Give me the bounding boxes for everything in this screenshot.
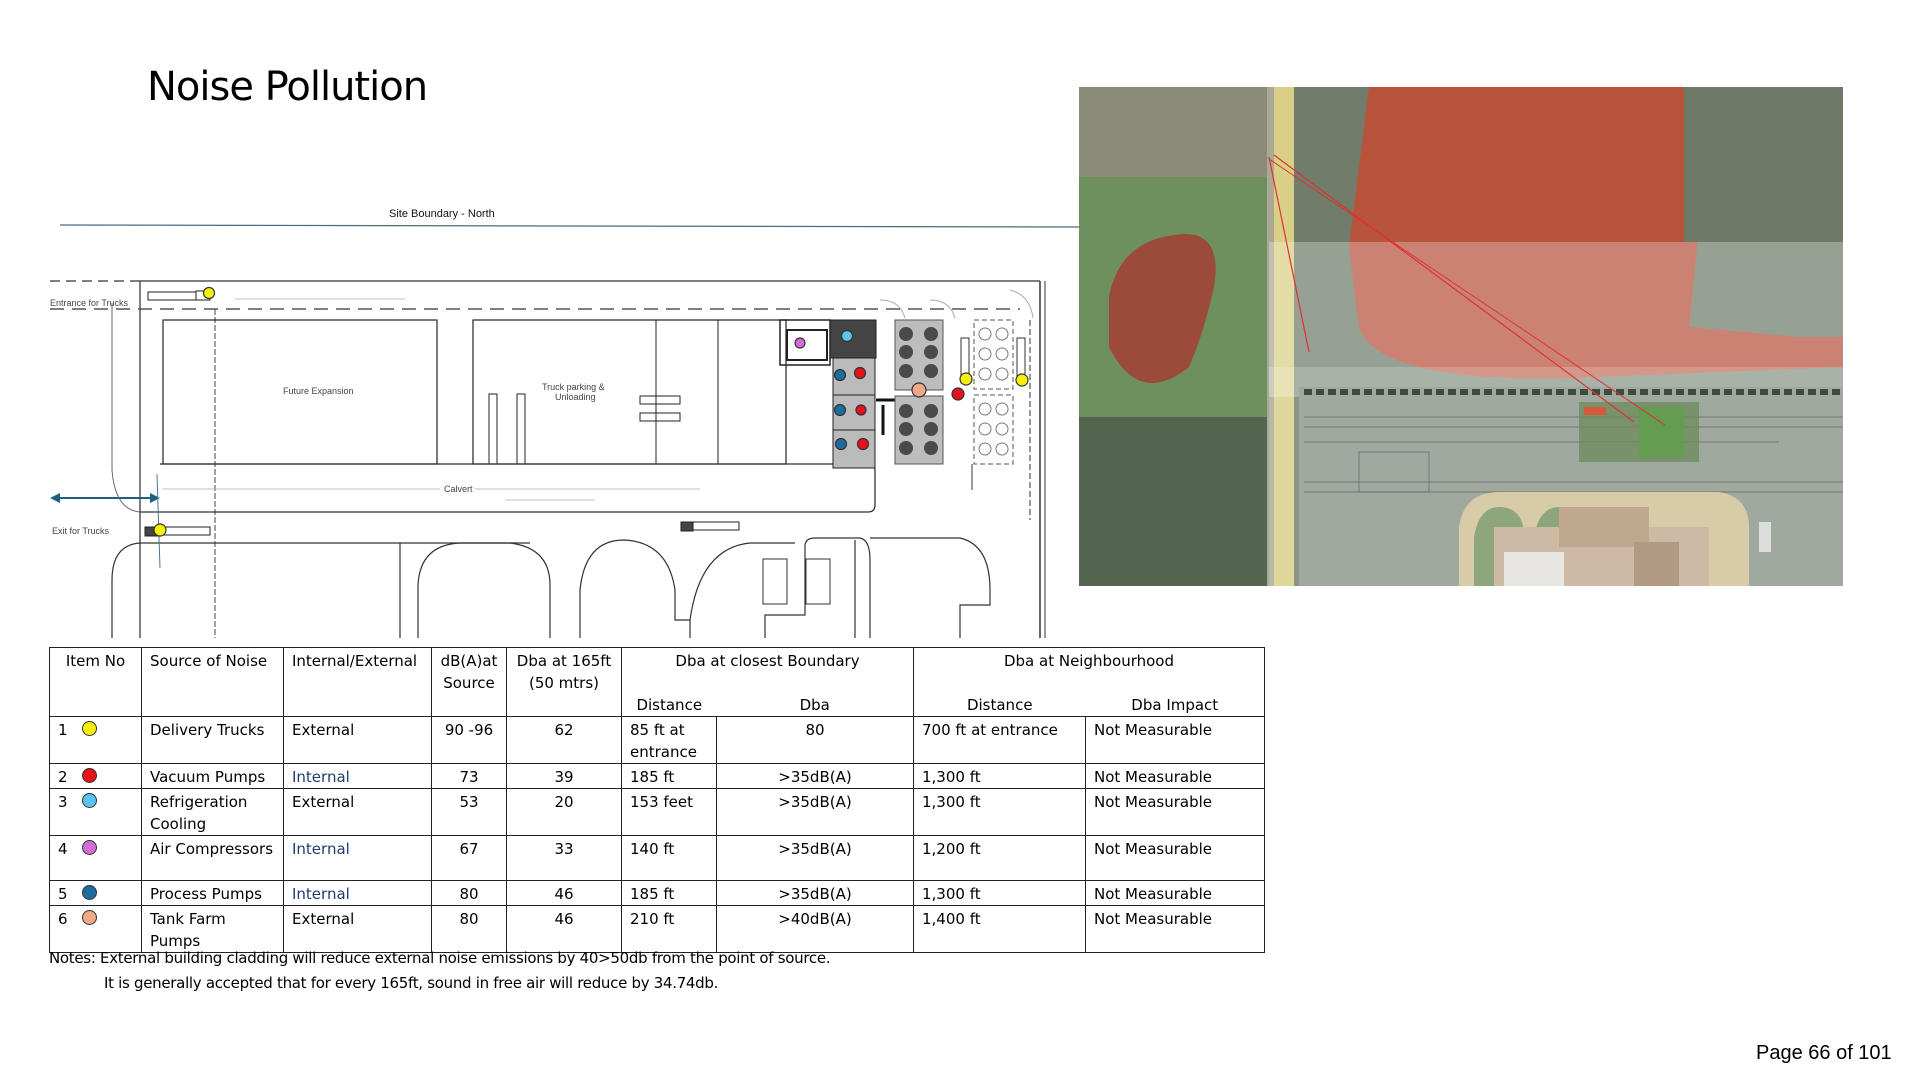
light-blue-marker-icon xyxy=(82,793,97,808)
boundary-distance-cell: 140 ft xyxy=(622,835,717,880)
truck-parking-label: Truck parking & xyxy=(542,382,605,392)
dba-165-cell: 46 xyxy=(507,905,622,952)
item-cell xyxy=(50,905,142,952)
boundary-dba-cell: >35dB(A) xyxy=(717,788,914,835)
header-boundary-dba: Dba xyxy=(717,692,914,717)
future-expansion-label: Future Expansion xyxy=(283,386,354,396)
dba-165-cell: 62 xyxy=(507,716,622,763)
dba-165-cell: 20 xyxy=(507,788,622,835)
table-row xyxy=(50,788,1265,835)
source-cell: Process Pumps xyxy=(142,880,284,905)
item-number: 4 xyxy=(58,839,68,858)
impact-cell: Not Measurable xyxy=(1086,905,1265,952)
calvert-label: Calvert xyxy=(444,484,473,494)
entrance-for-trucks-label: Entrance for Trucks xyxy=(50,298,129,308)
header-source: Source of Noise xyxy=(142,648,284,717)
item-number: 1 xyxy=(58,720,68,739)
db-source-cell: 80 xyxy=(432,880,507,905)
peach-marker-icon xyxy=(82,910,97,925)
item-cell xyxy=(50,763,142,788)
db-source-cell: 53 xyxy=(432,788,507,835)
yellow-marker-icon xyxy=(82,721,97,736)
item-number: 2 xyxy=(58,767,68,786)
header-db-source xyxy=(432,648,507,717)
source-cell: Vacuum Pumps xyxy=(142,763,284,788)
neighbourhood-distance-cell: 1,300 ft xyxy=(914,880,1086,905)
neighbourhood-distance-cell: 1,200 ft xyxy=(914,835,1086,880)
note-line-2: It is generally accepted that for every 165ft, sound in free air will reduce by 34.74db. xyxy=(104,974,719,992)
header-int-ext: Internal/External xyxy=(284,648,432,717)
item-number: 5 xyxy=(58,884,68,903)
item-cell xyxy=(50,835,142,880)
dark-blue-marker-icon xyxy=(82,885,97,900)
aerial-site-image xyxy=(1079,87,1843,586)
boundary-dba-cell: 80 xyxy=(717,716,914,763)
neighbourhood-distance-cell: 1,400 ft xyxy=(914,905,1086,952)
source-cell: Air Compressors xyxy=(142,835,284,880)
page-title: Noise Pollution xyxy=(147,64,428,110)
neighbourhood-distance-cell: 1,300 ft xyxy=(914,763,1086,788)
exit-for-trucks-label: Exit for Trucks xyxy=(52,526,110,536)
header-neighbourhood-group: Dba at Neighbourhood xyxy=(914,648,1265,692)
site-boundary-label: Site Boundary - North xyxy=(389,208,495,220)
int-ext-cell: Internal xyxy=(284,835,432,880)
note-line-1: Notes: External building cladding will reduce external noise emissions by 40>50db from the point of source. xyxy=(49,949,831,967)
db-source-cell: 67 xyxy=(432,835,507,880)
impact-cell: Not Measurable xyxy=(1086,716,1265,763)
boundary-distance-cell: 85 ft at entrance xyxy=(622,716,717,763)
header-neighbourhood-impact: Dba Impact xyxy=(1086,692,1265,717)
item-cell xyxy=(50,880,142,905)
item-number: 3 xyxy=(58,792,68,811)
red-marker-icon xyxy=(82,768,97,783)
dba-165-cell: 39 xyxy=(507,763,622,788)
site-plan-drawing xyxy=(40,200,1120,645)
table-row xyxy=(50,880,1265,905)
header-dba-165-line1: Dba at 165ft xyxy=(516,652,612,670)
db-source-cell: 80 xyxy=(432,905,507,952)
purple-marker-icon xyxy=(82,840,97,855)
int-ext-cell: External xyxy=(284,716,432,763)
table-row xyxy=(50,835,1265,880)
source-cell: Tank Farm Pumps xyxy=(142,905,284,952)
table-row xyxy=(50,763,1265,788)
header-boundary-distance: Distance xyxy=(622,692,717,717)
int-ext-cell: Internal xyxy=(284,763,432,788)
impact-cell: Not Measurable xyxy=(1086,835,1265,880)
neighbourhood-distance-cell: 1,300 ft xyxy=(914,788,1086,835)
source-cell: Refrigeration Cooling xyxy=(142,788,284,835)
notes xyxy=(49,946,830,996)
boundary-distance-cell: 153 feet xyxy=(622,788,717,835)
header-dba-165-line2: (50 mtrs) xyxy=(528,674,600,692)
item-number: 6 xyxy=(58,909,68,928)
page-number: Page 66 of 101 xyxy=(1756,1042,1892,1064)
boundary-distance-cell: 210 ft xyxy=(622,905,717,952)
impact-cell: Not Measurable xyxy=(1086,880,1265,905)
header-db-source-line1: dB(A)at xyxy=(440,652,498,670)
boundary-dba-cell: >35dB(A) xyxy=(717,880,914,905)
boundary-distance-cell: 185 ft xyxy=(622,763,717,788)
boundary-distance-cell: 185 ft xyxy=(622,880,717,905)
item-cell xyxy=(50,716,142,763)
boundary-dba-cell: >35dB(A) xyxy=(717,763,914,788)
header-dba-165 xyxy=(507,648,622,717)
boundary-dba-cell: >40dB(A) xyxy=(717,905,914,952)
header-db-source-line2: Source xyxy=(443,674,495,692)
truck-unloading-label: Unloading xyxy=(555,392,596,402)
header-neighbourhood-distance: Distance xyxy=(914,692,1086,717)
header-boundary-group: Dba at closest Boundary xyxy=(622,648,914,692)
neighbourhood-distance-cell: 700 ft at entrance xyxy=(914,716,1086,763)
table-row xyxy=(50,905,1265,952)
dba-165-cell: 33 xyxy=(507,835,622,880)
int-ext-cell: External xyxy=(284,905,432,952)
dba-165-cell: 46 xyxy=(507,880,622,905)
int-ext-cell: External xyxy=(284,788,432,835)
db-source-cell: 73 xyxy=(432,763,507,788)
source-cell: Delivery Trucks xyxy=(142,716,284,763)
table-row xyxy=(50,716,1265,763)
impact-cell: Not Measurable xyxy=(1086,763,1265,788)
impact-cell: Not Measurable xyxy=(1086,788,1265,835)
table-header-row xyxy=(50,648,1265,692)
header-item-no: Item No xyxy=(50,648,142,717)
item-cell xyxy=(50,788,142,835)
boundary-dba-cell: >35dB(A) xyxy=(717,835,914,880)
noise-sources-table xyxy=(49,647,1265,953)
db-source-cell: 90 -96 xyxy=(432,716,507,763)
int-ext-cell: Internal xyxy=(284,880,432,905)
